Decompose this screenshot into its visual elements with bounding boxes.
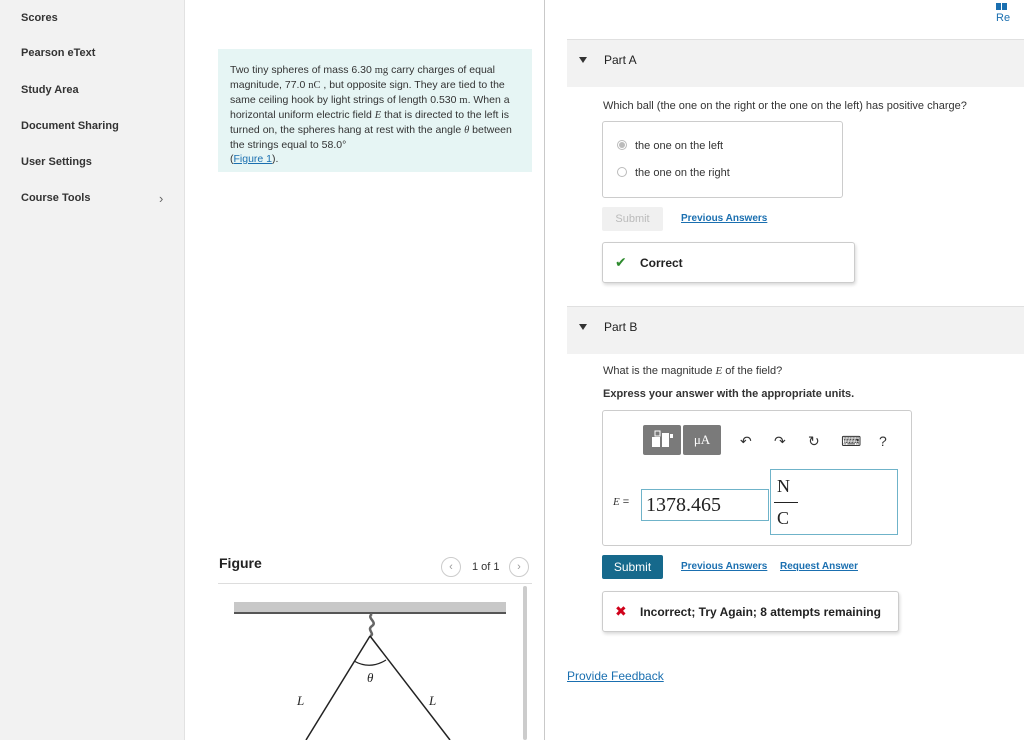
problem-text: carry charges of equal magnitude, 77.0 xyxy=(230,64,495,91)
part-b-instruction: Express your answer with the appropriate units. xyxy=(603,388,855,400)
part-b-feedback xyxy=(602,591,899,632)
units-button[interactable]: μA xyxy=(683,425,721,455)
undo-icon[interactable]: ↶ xyxy=(740,433,752,449)
choice-group xyxy=(602,121,843,198)
figure-divider xyxy=(218,583,532,584)
part-a-previous-answers-link[interactable]: Previous Answers xyxy=(681,213,768,224)
problem-text: ( xyxy=(230,153,234,165)
part-b-header[interactable] xyxy=(567,306,1024,354)
sidebar-item-study-area[interactable]: Study Area xyxy=(21,84,79,96)
radio-button[interactable] xyxy=(617,140,627,150)
collapse-triangle-icon[interactable] xyxy=(579,324,587,330)
sidebar-item-document-sharing[interactable]: Document Sharing xyxy=(21,120,119,132)
problem-statement xyxy=(218,49,532,172)
sidebar-item-scores[interactable]: Scores xyxy=(21,12,58,24)
provide-feedback-link[interactable]: Provide Feedback xyxy=(567,669,664,683)
sidebar-item-user-settings[interactable]: User Settings xyxy=(21,156,92,168)
answer-editor xyxy=(602,410,912,546)
unit-denominator: C xyxy=(777,508,790,528)
part-a-submit-button[interactable]: Submit xyxy=(602,207,663,231)
part-a-header[interactable] xyxy=(567,39,1024,87)
top-right-text[interactable]: Re xyxy=(996,12,1011,24)
math-toolbar-group xyxy=(643,425,723,457)
var-e: E xyxy=(374,110,382,121)
units-input[interactable] xyxy=(770,469,898,535)
redo-icon[interactable]: ↷ xyxy=(774,433,786,449)
templates-icon xyxy=(643,425,681,455)
string-left xyxy=(306,636,370,740)
figure-title: Figure xyxy=(219,555,262,571)
help-icon[interactable]: ? xyxy=(879,433,887,449)
collapse-triangle-icon[interactable] xyxy=(579,57,587,63)
length-label-left: L xyxy=(297,693,305,708)
length-label-right: L xyxy=(429,693,437,708)
var-theta: θ xyxy=(464,125,470,136)
part-a-label: Part A xyxy=(604,53,637,67)
grid-icon xyxy=(996,3,1001,10)
problem-text: between the strings equal to 58.0° xyxy=(230,124,512,151)
var-e: E xyxy=(715,365,723,377)
hook xyxy=(370,614,374,636)
sidebar-item-course-tools[interactable]: Course Tools xyxy=(21,192,91,204)
question-text: of the field? xyxy=(722,365,783,377)
part-a-question: Which ball (the one on the right or the one on the left) has positive charge? xyxy=(603,100,967,112)
request-answer-link[interactable]: Request Answer xyxy=(780,561,858,572)
figure-prev-button[interactable]: ‹ xyxy=(441,557,461,577)
sidebar xyxy=(0,0,185,740)
choice-label: the one on the right xyxy=(635,167,730,179)
part-a-feedback xyxy=(602,242,855,283)
theta-label: θ xyxy=(367,670,374,685)
pane-divider[interactable] xyxy=(544,0,545,740)
figure-diagram xyxy=(218,588,518,740)
templates-button[interactable] xyxy=(643,425,681,455)
choice-right[interactable] xyxy=(617,167,730,179)
figure-next-button[interactable]: › xyxy=(509,557,529,577)
unit-m: m xyxy=(459,95,468,106)
problem-text: , but opposite sign. They are tied to the same ceiling hook by light strings of length 0.530 xyxy=(230,79,505,106)
chevron-right-icon[interactable]: › xyxy=(159,191,164,206)
grid-icon-part xyxy=(1002,3,1007,10)
problem-text: . When a horizontal uniform electric field xyxy=(230,94,510,121)
choice-label: the one on the left xyxy=(635,140,724,152)
part-b-previous-answers-link[interactable]: Previous Answers xyxy=(681,561,768,572)
figure-scrollbar[interactable] xyxy=(523,586,527,740)
value-input[interactable]: 1378.465 xyxy=(641,489,769,521)
string-right xyxy=(370,636,450,740)
ceiling-edge xyxy=(234,612,506,614)
keyboard-icon[interactable]: ⌨ xyxy=(841,433,862,449)
unit-mg: mg xyxy=(374,65,389,76)
feedback-text: Incorrect; Try Again; 8 attempts remaining xyxy=(640,605,881,619)
sidebar-item-etext[interactable]: Pearson eText xyxy=(21,47,96,59)
unit-numerator: N xyxy=(777,476,790,496)
x-icon: ✖ xyxy=(615,603,627,619)
reset-icon[interactable]: ↻ xyxy=(808,433,820,449)
fraction-bar xyxy=(774,502,798,503)
equals-sign: = xyxy=(619,496,630,508)
feedback-text: Correct xyxy=(640,256,683,270)
question-text: What is the magnitude xyxy=(603,365,716,377)
part-b-question xyxy=(603,365,782,377)
unit-nc: nC xyxy=(308,80,321,91)
part-b-submit-button[interactable]: Submit xyxy=(602,555,663,579)
var-e: E xyxy=(613,496,620,508)
figure-link[interactable]: Figure 1 xyxy=(233,153,273,165)
angle-arc xyxy=(354,660,386,665)
problem-text: ). xyxy=(272,153,279,165)
problem-text: that is directed to the left is turned on, the spheres hang at rest with the angle xyxy=(230,109,509,136)
top-right-link[interactable] xyxy=(996,0,1024,24)
equation-label xyxy=(613,496,629,508)
part-b-label: Part B xyxy=(604,320,638,334)
radio-button[interactable] xyxy=(617,167,627,177)
choice-left[interactable] xyxy=(617,140,723,152)
problem-text: Two tiny spheres of mass 6.30 xyxy=(230,64,375,76)
check-icon: ✔ xyxy=(615,254,627,270)
figure-pager: 1 of 1 xyxy=(472,561,500,573)
